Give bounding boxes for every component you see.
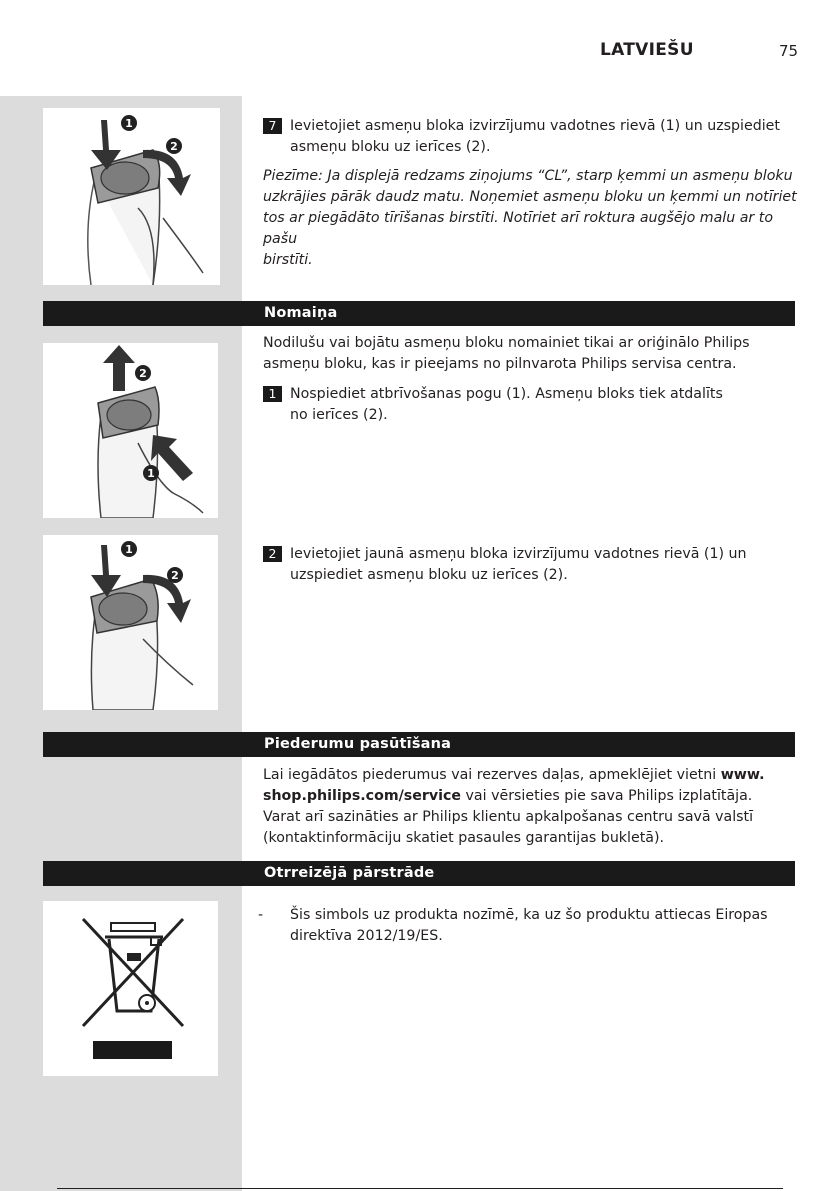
ordering-text bbox=[263, 765, 798, 849]
step-1-line: Nospiediet atbrīvošanas pogu (1). Asmeņu bloks tiek atdalīts bbox=[290, 386, 723, 402]
step-1-number: 1 bbox=[263, 386, 282, 402]
section-header-replacement bbox=[43, 301, 795, 326]
recycling-text bbox=[290, 905, 800, 947]
step-7-text: Ievietojiet asmeņu bloka izvirzījumu vadotnes rievā (1) un uzspiediet asmeņu bloku uz ierīces (2). bbox=[290, 118, 780, 155]
step-2 bbox=[263, 544, 793, 586]
callout-2: 2 bbox=[171, 569, 179, 582]
callout-2: 2 bbox=[139, 367, 147, 380]
callout-1: 1 bbox=[125, 543, 133, 556]
step-1-line: no ierīces (2). bbox=[290, 407, 388, 423]
note-line: Piezīme: Ja displejā redzams ziņojums “CL”, starp ķemmi un asmeņu bloku bbox=[263, 168, 793, 184]
intro-line: Nodilušu vai bojātu asmeņu bloku nomainiet tikai ar oriģinālo Philips bbox=[263, 335, 750, 351]
step-2-line: Ievietojiet jaunā asmeņu bloka izvirzījumu vadotnes rievā (1) un bbox=[290, 546, 747, 562]
recycling-line: Šis simbols uz produkta nozīmē, ka uz šo produktu attiecas Eiropas bbox=[290, 907, 768, 923]
step-7 bbox=[263, 116, 793, 158]
replacement-intro bbox=[263, 333, 798, 375]
note-line: birstīti. bbox=[263, 252, 313, 268]
section-title: Otrreizējā pārstrāde bbox=[264, 865, 435, 881]
intro-line: asmeņu bloku, kas ir pieejams no pilnvarota Philips servisa centra. bbox=[263, 356, 737, 372]
ordering-line: shop.philips.com/service vai vērsieties pie sava Philips izplatītāja. bbox=[263, 788, 753, 804]
callout-1: 1 bbox=[125, 117, 133, 130]
page-number: 75 bbox=[779, 42, 799, 60]
callout-2: 2 bbox=[170, 140, 178, 153]
weee-bin-illustration bbox=[43, 901, 218, 1076]
step-1 bbox=[263, 384, 793, 426]
step-2-number: 2 bbox=[263, 546, 282, 562]
section-header-ordering bbox=[43, 732, 795, 757]
ordering-line: Lai iegādātos piederumus vai rezerves daļas, apmeklējiet vietni www. bbox=[263, 767, 765, 783]
bullet-dash: - bbox=[258, 907, 264, 923]
insert-new-blade-illustration bbox=[43, 535, 218, 710]
callout-1: 1 bbox=[147, 467, 155, 480]
ordering-line: Varat arī sazināties ar Philips klientu apkalpošanas centru savā valstī bbox=[263, 809, 754, 825]
note-cl bbox=[263, 166, 798, 271]
step-2-line: uzspiediet asmeņu bloku uz ierīces (2). bbox=[290, 567, 568, 583]
note-line: tos ar piegādāto tīrīšanas birstīti. Notīriet arī roktura augšējo malu ar to pašu bbox=[263, 210, 774, 247]
step-7-number: 7 bbox=[263, 118, 282, 134]
recycling-line: direktīva 2012/19/ES. bbox=[290, 928, 443, 944]
footer-rule bbox=[57, 1188, 783, 1189]
website-link[interactable]: shop.philips.com/service bbox=[263, 788, 462, 804]
section-title: Nomaiņa bbox=[264, 305, 338, 321]
section-header-recycling bbox=[43, 861, 795, 886]
language-header: LATVIEŠU bbox=[600, 40, 694, 60]
insert-blade-illustration bbox=[43, 108, 220, 285]
release-blade-illustration bbox=[43, 343, 218, 518]
note-line: uzkrājies pārāk daudz matu. Noņemiet asmeņu bloku un ķemmi un notīriet bbox=[263, 189, 797, 205]
ordering-line: (kontaktinformāciju skatiet pasaules garantijas bukletā). bbox=[263, 830, 664, 846]
website-link[interactable]: www. bbox=[720, 767, 765, 783]
section-title: Piederumu pasūtīšana bbox=[264, 736, 452, 752]
